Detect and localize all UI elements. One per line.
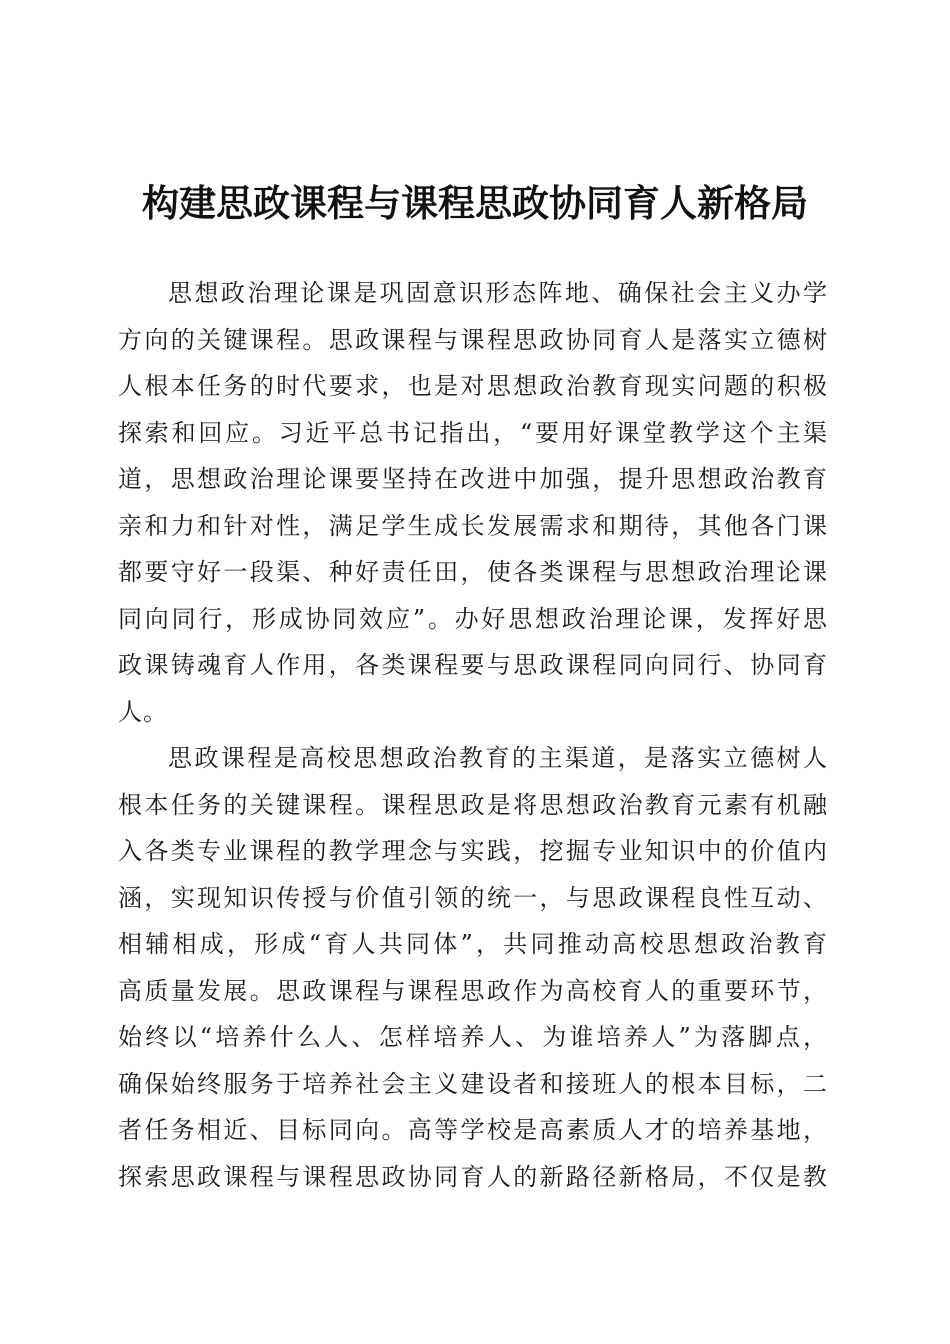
text-line: 政课铸魂育人作用，各类课程要与思政课程同向同行、协同育 <box>118 651 828 679</box>
text-line: 思想政治理论课是巩固意识形态阵地、确保社会主义办学 <box>168 279 828 307</box>
text-line: 始终以“培养什么人、怎样培养人、为谁培养人”为落脚点， <box>118 1023 828 1051</box>
paragraph-1 <box>118 270 828 735</box>
text-line: 探索思政课程与课程思政协同育人的新路径新格局，不仅是教 <box>118 1162 828 1191</box>
text-line: 根本任务的关键课程。课程思政是将思想政治教育元素有机融 <box>118 790 828 819</box>
text-line: 相辅相成，形成“育人共同体”，共同推动高校思想政治教育 <box>118 930 828 958</box>
text-line: 亲和力和针对性，满足学生成长发展需求和期待，其他各门课 <box>118 511 828 540</box>
document-title: 构建思政课程与课程思政协同育人新格局 <box>142 181 808 225</box>
text-line: 确保始终服务于培养社会主义建设者和接班人的根本目标，二 <box>118 1069 828 1098</box>
text-line: 探索和回应。习近平总书记指出，“要用好课堂教学这个主渠 <box>118 418 828 447</box>
text-line: 人根本任务的时代要求，也是对思想政治教育现实问题的积极 <box>118 372 828 400</box>
text-line: 高质量发展。思政课程与课程思政作为高校育人的重要环节， <box>118 976 828 1005</box>
text-line: 道，思想政治理论课要坚持在改进中加强，提升思想政治教育 <box>118 465 828 493</box>
text-line: 者任务相近、目标同向。高等学校是高素质人才的培养基地， <box>118 1116 828 1144</box>
text-line: 思政课程是高校思想政治教育的主渠道，是落实立德树人 <box>168 744 828 772</box>
text-line: 同向同行，形成协同效应”。办好思想政治理论课，发挥好思 <box>118 604 828 633</box>
text-line: 方向的关键课程。思政课程与课程思政协同育人是落实立德树 <box>118 325 828 354</box>
text-line: 入各类专业课程的教学理念与实践，挖掘专业知识中的价值内 <box>118 837 828 865</box>
text-line: 人。 <box>118 697 168 726</box>
text-line: 涵，实现知识传授与价值引领的统一，与思政课程良性互动、 <box>118 883 828 912</box>
paragraph-2 <box>118 735 828 1200</box>
text-line: 都要守好一段渠、种好责任田，使各类课程与思想政治理论课 <box>118 558 828 586</box>
document-body <box>118 270 828 1200</box>
